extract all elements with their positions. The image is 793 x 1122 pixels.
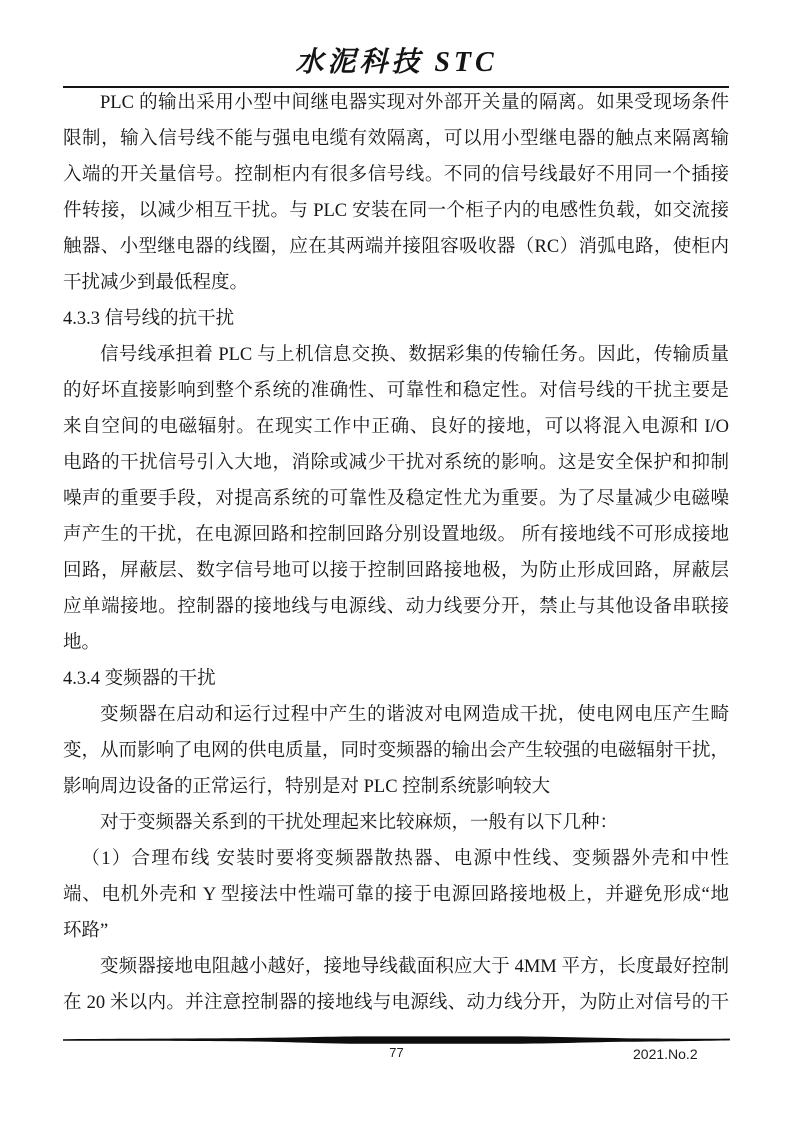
text-line: 环路”: [63, 921, 109, 941]
text-line: 来自空间的电磁辐射。在现实工作中正确、良好的接地，可以将混入电源和 I/O: [63, 417, 729, 437]
text-line: 变频器接地电阻越小越好，接地导线截面积应大于 4MM 平方，长度最好控制: [100, 957, 729, 977]
text-line: PLC 的输出采用小型中间继电器实现对外部开关量的隔离。如果受现场条件: [100, 93, 729, 113]
text-line: 限制，输入信号线不能与强电电缆有效隔离，可以用小型继电器的触点来隔离输: [63, 129, 729, 149]
text-line: 噪声的重要手段，对提高系统的可靠性及稳定性尤为重要。为了尽量减少电磁噪: [63, 489, 729, 509]
text-line: 信号线承担着 PLC 与上机信息交换、数据彩集的传输任务。因此，传输质量: [100, 345, 729, 365]
text-line: 件转接，以减少相互干扰。与 PLC 安装在同一个柜子内的电感性负载，如交流接: [63, 201, 729, 221]
text-line: 的好坏直接影响到整个系统的准确性、可靠性和稳定性。对信号线的干扰主要是: [63, 381, 729, 401]
text-line: 触器、小型继电器的线圈，应在其两端并接阻容吸收器（RC）消弧电路，使柜内: [63, 237, 729, 257]
text-line: 变，从而影响了电网的供电质量，同时变频器的输出会产生较强的电磁辐射干扰，: [63, 741, 729, 761]
text-line: 声产生的干扰，在电源回路和控制回路分别设置地级。 所有接地线不可形成接地: [63, 525, 729, 545]
section-heading: 4.3.4 变频器的干扰: [63, 669, 216, 689]
section-heading: 4.3.3 信号线的抗干扰: [63, 309, 235, 329]
journal-title: 水泥科技 STC: [295, 47, 498, 78]
text-line: 地。: [63, 633, 101, 653]
text-line: 对于变频器关系到的干扰处理起来比较麻烦，一般有以下几种：: [100, 813, 619, 833]
text-line: 干扰减少到最低程度。: [63, 273, 249, 293]
text-line: 变频器在启动和运行过程中产生的谐波对电网造成干扰，使电网电压产生畸: [100, 705, 729, 725]
text-line: 回路，屏蔽层、数字信号地可以接于控制回路接地极，为防止形成回路，屏蔽层: [63, 561, 729, 581]
text-line: 应单端接地。控制器的接地线与电源线、动力线要分开，禁止与其他设备串联接: [63, 597, 729, 617]
text-line: 入端的开关量信号。控制柜内有很多信号线。不同的信号线最好不用同一个插接: [63, 165, 729, 185]
text-line: 电路的干扰信号引入大地，消除或减少干扰对系统的影响。这是安全保护和抑制: [63, 453, 729, 473]
text-line: （1）合理布线 安装时要将变频器散热器、电源中性线、变频器外壳和中性: [81, 849, 729, 869]
text-line: 影响周边设备的正常运行，特别是对 PLC 控制系统影响较大: [63, 777, 551, 797]
text-line: 在 20 米以内。并注意控制器的接地线与电源线、动力线分开，为防止对信号的干: [63, 993, 729, 1013]
page-number: 77: [389, 1045, 404, 1060]
issue-number: 2021.No.2: [633, 1046, 698, 1062]
text-line: 端、电机外壳和 Y 型接法中性端可靠的接于电源回路接地极上，并避免形成“地: [63, 885, 729, 905]
body-text: [63, 85, 729, 1021]
